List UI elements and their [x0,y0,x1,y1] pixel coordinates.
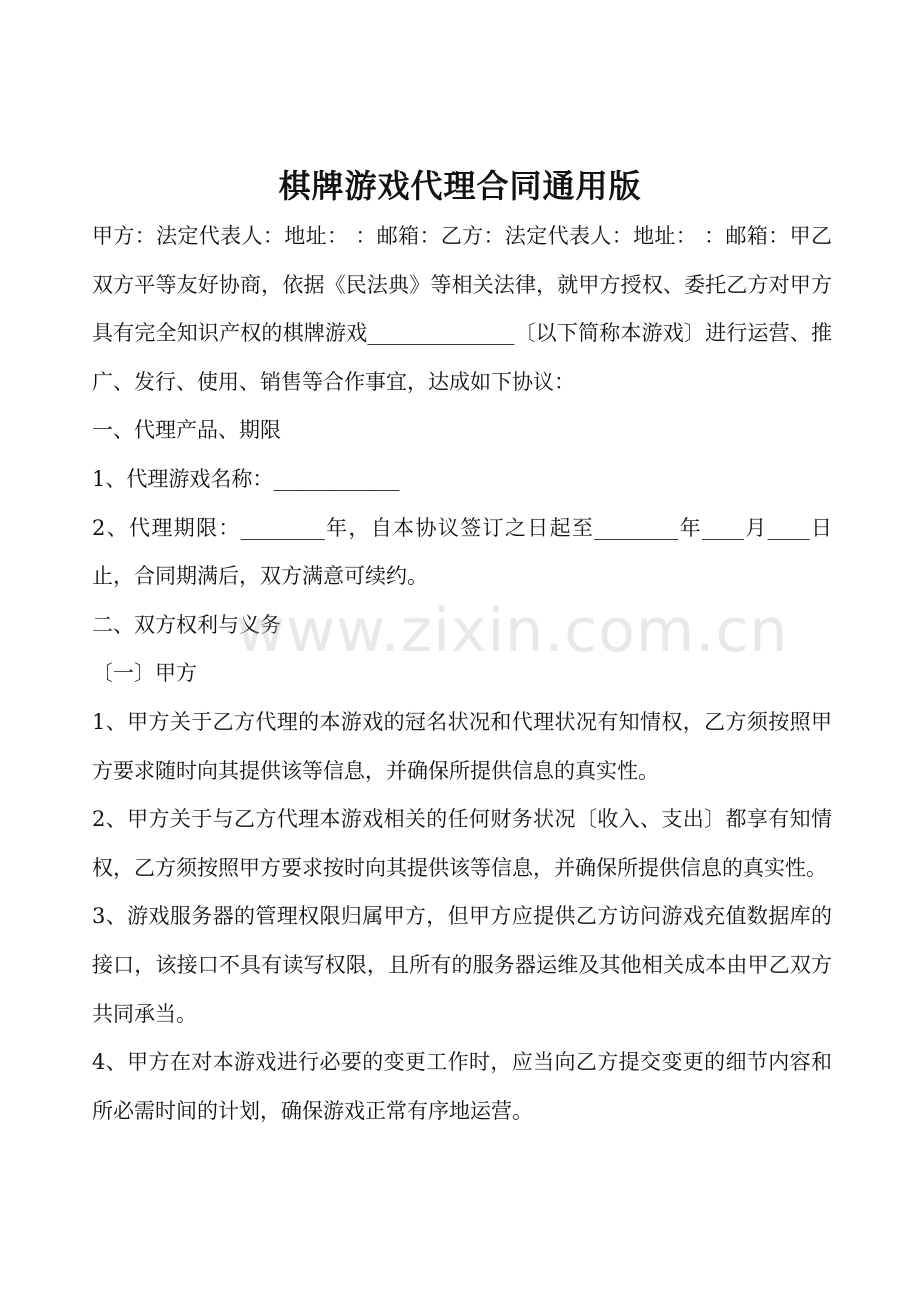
watermark: www.zixin.com.cn [236,596,789,666]
clause-agency-term: 2、代理期限：________年，自本协议签订之日起至________年____月____日止，合同期满后，双方满意可续约。 [92,515,832,589]
clause-a-2: 2、甲方关于与乙方代理本游戏相关的任何财务状况〔收入、支出〕都享有知情权，乙方须按照甲方要求按时向其提供该等信息，并确保所提供信息的真实性。 [92,807,832,880]
contract-body [92,212,832,1135]
section-heading-2: 二、双方权利与义务 [92,612,281,637]
clause-a-1: 1、甲方关于乙方代理的本游戏的冠名状况和代理状况有知情权，乙方须按照甲方要求随时向其提供该等信息，并确保所提供信息的真实性。 [92,709,832,783]
subsection-party-a: 〔一〕甲方 [92,661,197,686]
section-heading-1: 一、代理产品、期限 [92,418,281,443]
clause-a-4: 4、甲方在对本游戏进行必要的变更工作时，应当向乙方提交变更的细节内容和所必需时间的计划，确保游戏正常有序地运营。 [92,1050,832,1123]
clause-a-3: 3、游戏服务器的管理权限归属甲方，但甲方应提供乙方访问游戏充值数据库的接口，该接口不具有读写权限，且所有的服务器运维及其他相关成本由甲乙双方共同承当。 [92,904,832,1026]
clause-game-name: 1、代理游戏名称：____________ [92,466,400,491]
document-title: 棋牌游戏代理合同通用版 [278,167,642,205]
parties-intro-paragraph: 甲方：法定代表人：地址： ：邮箱：乙方：法定代表人：地址： ：邮箱：甲乙双方平等友好协商，依据《民法典》等相关法律，就甲方授权、委托乙方对甲方具有完全知识产权的棋牌游戏______________〔以下简称本游戏〕进行运营、推广、发行、使用、销售等合作事宜，达成如下协议： [92,224,832,394]
